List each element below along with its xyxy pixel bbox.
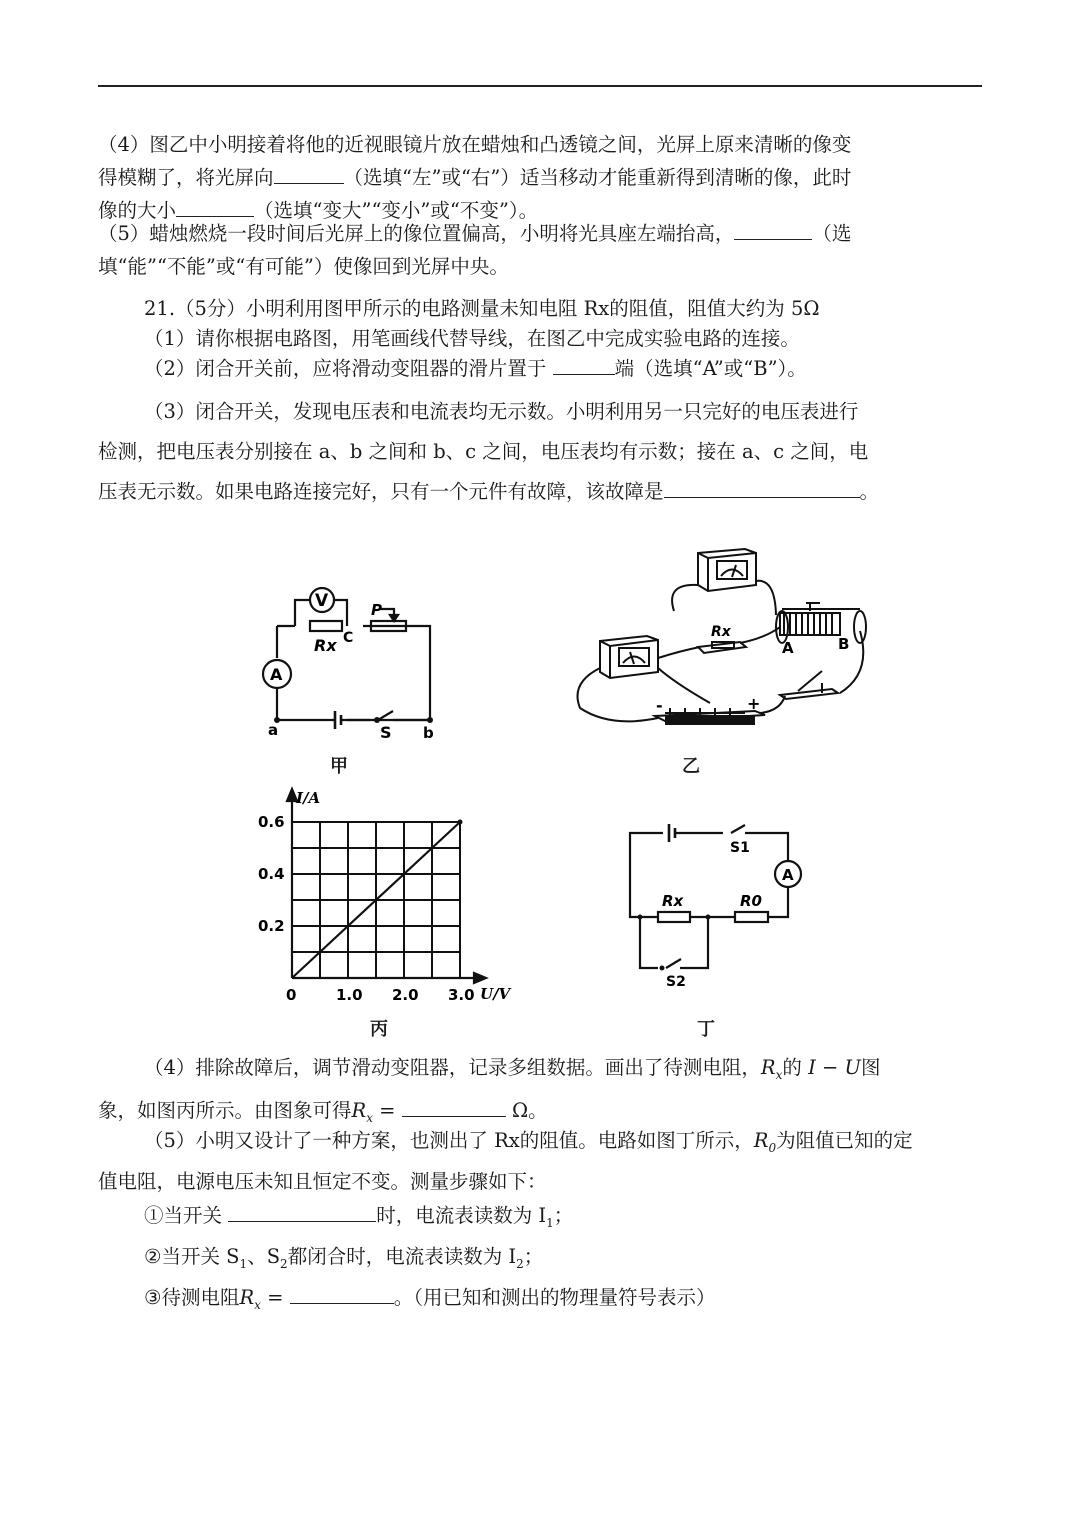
step2-sub-s1: 1	[239, 1256, 248, 1271]
step2-sub-s2: 2	[280, 1256, 288, 1271]
q20-p5-text-c: 填“能”“不能”或“有可能”）使像回到光屏中央。	[98, 255, 509, 278]
q21-p5-text-b: 值电阻，电源电压未知且恒定不变。测量步骤如下：	[98, 1169, 547, 1193]
node-b-label: b	[423, 724, 434, 742]
q21-p3-line2: 检测，把电压表分别接在 a、b 之间和 b、c 之间，电压表均有示数；接在 a、c 之间，电	[98, 440, 869, 463]
yi-terminal-b-label: B	[838, 635, 850, 653]
q20-p4-text-b: 得模糊了，将光屏向	[98, 166, 274, 189]
q21-p4-rx-sub: x	[775, 1067, 783, 1082]
q20-p5-text-b: （选	[812, 222, 852, 245]
answer-blank-center[interactable]	[734, 221, 812, 240]
answer-blank-fault[interactable]	[664, 479, 860, 498]
step2-text-c: 都闭合时，电流表读数为 I	[287, 1244, 517, 1268]
q21-p5-text-a1: （5）小明又设计了一种方案，也测出了 Rx的阻值。电路如图丁所示，	[144, 1129, 754, 1152]
chart-data-point	[458, 820, 463, 825]
q20-p5-text-a: （5）蜡烛燃烧一段时间后光屏上的像位置偏高，小明将光具座左端抬高，	[98, 222, 735, 245]
q21-p4-text-a1: （4）排除故障后，调节滑动变阻器，记录多组数据。画出了待测电阻，	[144, 1056, 761, 1079]
step1-text-b: 时，电流表读数为 I	[376, 1203, 547, 1227]
q21-p4-text-a2: 的	[782, 1056, 802, 1079]
q21-p3-line1: （3）闭合开关，发现电压表和电流表均无示数。小明利用另一只完好的电压表进行	[144, 400, 859, 423]
header-rule	[98, 85, 982, 87]
yi-rx-label: Rx	[711, 624, 731, 640]
step3-text-c: 。（用已知和测出的物理量符号表示）	[393, 1285, 716, 1309]
q20-p4-text-c: （选填“左”或“右”）适当移动才能重新得到清晰的像，此时	[343, 166, 852, 189]
chart-x-tick-label: 0	[286, 986, 297, 1004]
q21-p4-text-a3: 图	[860, 1056, 881, 1079]
chart-x-tick-label: 1.0	[336, 986, 363, 1004]
q20-p4-line1: （4）图乙中小明接着将他的近视眼镜片放在蜡烛和凸透镜之间，光屏上原来清晰的像变	[98, 133, 852, 156]
rx-label: Rx	[314, 636, 337, 655]
step3-text-b: =	[260, 1285, 284, 1309]
ding-rx-label: Rx	[662, 892, 684, 910]
q21-p5-r0-symbol: R	[753, 1129, 769, 1152]
q21-intro-block	[98, 294, 982, 384]
q21-p2-text-a: （2）闭合开关前，应将滑动变阻器的滑片置于	[144, 357, 547, 380]
figure-bing-iu-chart	[252, 783, 532, 1008]
chart-y-axis-label: I/A	[296, 789, 321, 807]
chart-x-tick-label: 3.0	[448, 986, 475, 1004]
caption-bing: 丙	[370, 1019, 388, 1040]
ding-s1-label: S1	[730, 840, 750, 856]
ammeter-label: A	[270, 665, 283, 684]
q20-p4-text-d: 像的大小	[98, 199, 177, 222]
step1-sub: 1	[546, 1215, 554, 1230]
chart-y-tick-label: 0.2	[258, 917, 285, 935]
q20-p4-text-e: （选填“变大”“变小”或“不变”）。	[254, 199, 539, 222]
step2-text-a: ②当开关 S	[144, 1244, 240, 1268]
figure-jia-circuit	[250, 575, 450, 750]
switch-s-label: S	[380, 723, 392, 742]
caption-jia: 甲	[330, 756, 348, 777]
battery-minus-label: -	[656, 696, 663, 715]
answer-blank-direction[interactable]	[274, 165, 344, 184]
figure-yi-apparatus	[570, 543, 890, 743]
q21-part4	[98, 1050, 982, 1136]
caption-yi: 乙	[682, 756, 700, 777]
ding-ammeter-label: A	[782, 866, 794, 884]
node-a-label: a	[268, 721, 279, 739]
chart-y-tick-label: 0.4	[258, 865, 285, 883]
yi-terminal-a-label: A	[782, 639, 794, 657]
step2-text-d: ；	[523, 1244, 544, 1268]
battery-plus-label: +	[747, 694, 761, 713]
q21-p4-rx-symbol-2: R	[351, 1098, 367, 1122]
chart-y-tick-label: 0.6	[258, 813, 285, 831]
node-c-label: C	[343, 630, 354, 646]
step3-text-a: ③待测电阻	[144, 1285, 240, 1309]
q21-p2-text-b: 端（选填“A”或“B”）。	[614, 357, 807, 380]
step2-sub-i2: 2	[516, 1256, 524, 1271]
step3-rx-symbol: R	[239, 1285, 255, 1309]
figure-ding-circuit	[618, 822, 818, 992]
q21-p3-text-c: 压表无示数。如果电路连接完好，只有一个元件有故障，该故障是	[98, 480, 664, 503]
answer-blank-rx-value[interactable]	[402, 1098, 506, 1117]
q21-part5	[98, 1124, 982, 1322]
answer-blank-rx-expression[interactable]	[290, 1285, 394, 1304]
q21-p4-rx-symbol: R	[760, 1056, 776, 1079]
q20-part5	[98, 217, 982, 283]
q21-intro: 21.（5分）小明利用图甲所示的电路测量未知电阻 Rx的阻值，阻值大约为 5Ω	[144, 297, 820, 320]
q20-part4	[98, 128, 982, 227]
q21-p4-rx-sub-2: x	[366, 1110, 373, 1125]
q21-p4-iu: I − U	[808, 1056, 861, 1079]
step1-text-a: ①当开关	[144, 1203, 223, 1227]
q21-p5-text-a2: 为阻值已知的定	[776, 1129, 913, 1152]
ding-s2-label: S2	[666, 974, 686, 990]
step3-rx-sub: x	[254, 1297, 261, 1312]
chart-x-tick-label: 2.0	[392, 986, 419, 1004]
chart-x-axis-label: U/V	[480, 985, 511, 1003]
voltmeter-label: V	[315, 591, 329, 611]
q21-p5-r0-sub: 0	[768, 1140, 777, 1155]
q21-p4-text-b3: Ω。	[511, 1098, 548, 1122]
q21-part1: （1）请你根据电路图，用笔画线代替导线，在图乙中完成实验电路的连接。	[144, 327, 800, 350]
answer-blank-slider-end[interactable]	[553, 356, 615, 375]
q21-p4-text-b2: =	[372, 1098, 396, 1122]
slider-p-label: P	[371, 601, 382, 619]
step2-text-b: 、S	[247, 1244, 281, 1268]
q21-part3	[98, 392, 982, 512]
q21-p4-text-b1: 象，如图丙所示。由图象可得	[98, 1098, 352, 1122]
answer-blank-image-size[interactable]	[176, 198, 254, 217]
ding-r0-label: R0	[740, 892, 762, 910]
caption-ding: 丁	[697, 1019, 715, 1040]
q21-p3-text-d: 。	[859, 480, 880, 503]
step1-text-c: ；	[553, 1203, 574, 1227]
answer-blank-switch-state[interactable]	[228, 1203, 376, 1222]
